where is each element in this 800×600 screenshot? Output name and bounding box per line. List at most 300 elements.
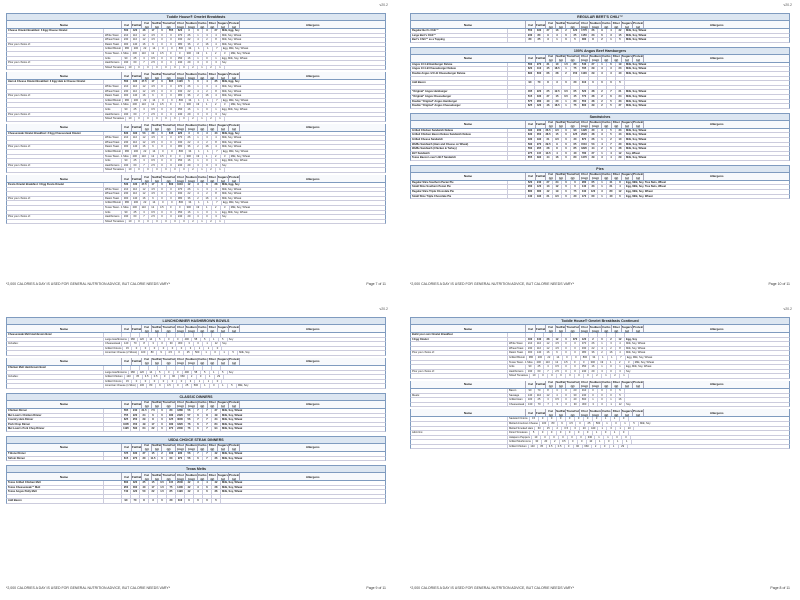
- column-header: Carbs (g): [602, 54, 611, 63]
- table-cell: Build your own Omelet Breakfast: [412, 333, 453, 336]
- table-cell: 35: [133, 375, 142, 379]
- table-cell: Sliced Tomatoes: [105, 168, 124, 172]
- table-cell: 25: [182, 384, 191, 388]
- table-cell: [7, 90, 103, 94]
- table-cell: Milk, Soy, Wheat: [220, 414, 385, 418]
- table-cell: 14: [149, 201, 158, 205]
- version-label: v20.2: [783, 307, 792, 311]
- table-cell: 16: [552, 156, 561, 160]
- table-cell: Grilled Chicken: [105, 375, 123, 379]
- table-cell: [411, 427, 507, 431]
- table-cell: [7, 155, 103, 159]
- column-header: SatFat (g): [152, 472, 162, 481]
- column-header: Allergens: [643, 55, 789, 62]
- table-cell: 2: [606, 347, 615, 351]
- column-header: Fiber (g): [612, 380, 621, 389]
- table-cell: 2: [561, 72, 570, 76]
- table-cell: Regular Slice Triple Chocolate Pie: [412, 190, 454, 194]
- table-cell: 140: [130, 145, 139, 149]
- table-cell: [7, 211, 103, 215]
- table-cell: 5: [211, 499, 220, 503]
- table-cell: 0: [561, 185, 570, 189]
- column-header: Cal: [121, 358, 131, 365]
- table-cell: 60: [534, 370, 543, 374]
- table-cell: Texas Angus Patty Melt: [8, 490, 37, 494]
- table-cell: Milk, Soy, Wheat: [220, 457, 385, 461]
- table-cell: 4: [211, 136, 220, 140]
- table-header: [6, 358, 386, 366]
- table-cell: [7, 188, 103, 192]
- table-cell: 29: [184, 113, 193, 117]
- table-cell: Sliced Tomatoes: [105, 219, 124, 223]
- table-cell: Milk, Soy, Wheat: [624, 100, 789, 104]
- table-cell: 25: [584, 422, 593, 426]
- table-cell: 230: [121, 192, 130, 196]
- page-number: Page 8 of 11: [770, 586, 790, 590]
- table-cell: 9.5: [552, 195, 561, 199]
- table-cell: 180: [166, 414, 175, 418]
- table-cell: 0: [619, 431, 628, 435]
- table-cell: 0: [549, 436, 558, 440]
- table-cell: [184, 495, 193, 499]
- table-row: [410, 104, 790, 109]
- table-cell: 4: [211, 43, 220, 47]
- section-banner: Texas Melts: [6, 465, 386, 473]
- column-header: Cal: [525, 173, 535, 180]
- table-cell: 7: [202, 418, 211, 422]
- table-cell: 3: [202, 29, 211, 33]
- table-cell: 80: [166, 409, 175, 413]
- table-header: [6, 175, 386, 183]
- table-cell: 4: [597, 347, 606, 351]
- table-cell: 330: [175, 90, 184, 94]
- table-cell: 560: [121, 80, 130, 84]
- table-cell: 1100: [579, 72, 588, 76]
- table-cell: 36: [184, 145, 193, 149]
- table-cell: 500: [191, 384, 200, 388]
- table-cell: 330: [175, 38, 184, 42]
- table-cell: 1: [561, 67, 570, 71]
- table-cell: 3: [588, 403, 597, 407]
- table-cell: White Toast: [507, 342, 525, 346]
- table-cell: Plus your choice of:: [8, 94, 31, 98]
- table-cell: Plus your choice of:: [412, 351, 435, 355]
- table-cell: [202, 333, 211, 337]
- table-cell: Egg, Milk, Soy, Wheat: [221, 201, 385, 205]
- table-cell: 3: [193, 61, 202, 65]
- table-cell: 120: [137, 338, 146, 342]
- table-cell: 12: [139, 188, 148, 192]
- table-cell: 330: [525, 138, 534, 142]
- table-cell: 80: [548, 422, 557, 426]
- table-cell: [588, 333, 597, 337]
- table-cell: [7, 85, 103, 89]
- column-header: Sodium (mg): [589, 324, 601, 333]
- table-cell: 3: [552, 81, 561, 85]
- table-cell: [606, 333, 615, 337]
- column-header: FatCal: [536, 56, 546, 61]
- table-cell: 0: [157, 164, 166, 168]
- table-cell: 490: [130, 132, 139, 136]
- table-cell: 0: [570, 351, 579, 355]
- table-cell: 4: [193, 38, 202, 42]
- table-cell: 3: [202, 188, 211, 192]
- table-cell: 29: [139, 418, 148, 422]
- column-header: Sodium (mg): [589, 408, 601, 417]
- table-cell: 7: [193, 409, 202, 413]
- table-cell: [552, 77, 561, 81]
- table-cell: Plus your choice of:: [8, 61, 31, 65]
- table-cell: 0: [565, 417, 574, 421]
- table-header: [6, 473, 386, 481]
- column-header: TransFat (g): [162, 400, 175, 409]
- table-cell: 0: [561, 152, 570, 156]
- table-cell: 60: [130, 164, 139, 168]
- table-cell: 94: [211, 427, 220, 431]
- table-cell: [224, 66, 385, 70]
- table-cell: 85: [570, 147, 579, 151]
- column-header: Allergens: [239, 72, 385, 79]
- table-cell: 34: [589, 356, 598, 360]
- table-cell: Bacon: [507, 389, 525, 393]
- table-cell: 0: [202, 211, 211, 215]
- column-header: Cal: [121, 325, 131, 332]
- table-cell: 2: [157, 452, 166, 456]
- section-banner: CLASSIC DINNERS: [6, 393, 386, 401]
- column-header: Fiber (g): [208, 174, 217, 183]
- table-cell: 190: [534, 195, 543, 199]
- table-cell: Milk, Soy, Wheat: [624, 342, 789, 346]
- table-cell: 37: [543, 29, 552, 33]
- table-cell: 0: [606, 427, 615, 431]
- table-cell: American Cheese (1 Slice): [105, 384, 136, 388]
- table-cell: 240: [175, 61, 184, 65]
- table-header: [6, 444, 386, 452]
- table-cell: 3: [139, 211, 148, 215]
- table-cell: 10: [529, 374, 538, 378]
- table-cell: 1: [194, 99, 203, 103]
- table-cell: 12: [139, 192, 148, 196]
- table-cell: 35: [139, 481, 148, 485]
- table-cell: [166, 333, 175, 337]
- table-cell: 3: [139, 159, 148, 163]
- table-cell: 0: [597, 403, 606, 407]
- table-cell: 57: [184, 414, 193, 418]
- table-cell: 0: [561, 394, 570, 398]
- table-cell: Texas Toast - 1 Slice: [509, 360, 533, 364]
- column-header: Carbs (g): [602, 408, 611, 417]
- column-header: SatFat (g): [556, 324, 566, 333]
- table-cell: 400: [525, 338, 534, 342]
- table-cell: 3 Egg Omelet: [412, 337, 429, 341]
- table-cell: Add-Ons:: [412, 431, 423, 435]
- table-cell: 500: [593, 422, 602, 426]
- table-cell: Grilled Biscuit: [509, 355, 525, 359]
- table-cell: 0: [601, 431, 610, 435]
- table-cell: 10: [615, 138, 624, 142]
- table-cell: 4: [202, 80, 211, 84]
- table-cell: [7, 201, 103, 205]
- table-cell: 2: [211, 155, 220, 159]
- table-cell: 3: [543, 398, 552, 402]
- table-cell: Soy: [220, 113, 385, 117]
- column-header: Allergens: [643, 325, 789, 332]
- table-cell: 4.5: [148, 85, 157, 89]
- table-cell: 3: [597, 72, 606, 76]
- column-header: Sugars (g): [217, 174, 229, 183]
- table-cell: 0: [134, 117, 143, 121]
- table-cell: 950: [121, 486, 130, 490]
- table-cell: 6: [202, 490, 211, 494]
- table-cell: 29: [184, 61, 193, 65]
- table-cell: 0: [561, 195, 570, 199]
- table-cell: [139, 495, 148, 499]
- section-banner: Toddle House® Omelet Breakfasts Continued: [410, 317, 790, 325]
- table-cell: 6: [148, 43, 157, 47]
- table-cell: 1: [610, 431, 619, 435]
- table-cell: [7, 136, 103, 140]
- table-cell: 210: [121, 136, 130, 140]
- table-cell: 0: [170, 168, 179, 172]
- table-cell: 70: [534, 389, 543, 393]
- table-cell: 22: [184, 141, 193, 145]
- table-cell: 310: [579, 81, 588, 85]
- table-cell: 11.5: [148, 457, 157, 461]
- column-header: Cal: [121, 401, 131, 408]
- table-cell: 1010: [175, 183, 184, 187]
- table-cell: [193, 495, 202, 499]
- table-cell: 1: [597, 195, 606, 199]
- table-cell: 30: [166, 342, 175, 346]
- table-cell: 76: [184, 427, 193, 431]
- table-cell: 16: [543, 351, 552, 355]
- table-cell: 300: [175, 342, 184, 346]
- column-header: Allergens: [643, 121, 789, 128]
- column-header: Allergens: [239, 473, 385, 480]
- table-cell: 230: [534, 129, 543, 133]
- table-cell: 14: [149, 47, 158, 51]
- table-cell: 5: [606, 129, 615, 133]
- table-cell: BLT Sandwich: [412, 151, 430, 155]
- table-cell: White Toast: [103, 136, 121, 140]
- table-cell: 270: [130, 457, 139, 461]
- table-cell: 35: [211, 80, 220, 84]
- column-header: Name: [59, 176, 69, 181]
- table-cell: 0: [567, 436, 576, 440]
- table-cell: 0: [606, 365, 615, 369]
- page-7: [0, 0, 392, 296]
- table-cell: 1: [203, 47, 212, 51]
- table-cell: 0: [161, 117, 170, 121]
- table-cell: 40: [570, 398, 579, 402]
- table-cell: 70: [130, 499, 139, 503]
- table-cell: 6: [193, 457, 202, 461]
- table-cell: [157, 495, 166, 499]
- table-cell: 1: [203, 347, 212, 351]
- table-cell: 190: [121, 113, 130, 117]
- table-cell: [7, 192, 103, 196]
- table-cell: 0: [588, 394, 597, 398]
- table-cell: 20: [541, 440, 550, 444]
- table-cell: 29: [615, 156, 624, 160]
- table-cell: [561, 77, 570, 81]
- table-cell: 6: [193, 414, 202, 418]
- table-cell: 7: [606, 90, 615, 94]
- table-cell: 300: [184, 52, 193, 56]
- table-cell: 140: [130, 197, 139, 201]
- table-cell: 0: [157, 418, 166, 422]
- table-cell: 630: [121, 132, 130, 136]
- table-cell: 0: [570, 365, 579, 369]
- table-cell: 65: [570, 90, 579, 94]
- table-cell: 3: [597, 67, 606, 71]
- column-header: Fat (g): [545, 325, 555, 332]
- table-cell: [507, 129, 525, 133]
- table-cell: Sausage: [507, 394, 525, 398]
- table-cell: 0: [175, 155, 184, 159]
- table-cell: [184, 366, 193, 370]
- column-header: Allergens: [239, 358, 385, 365]
- table-cell: 12: [552, 361, 561, 365]
- table-cell: 0: [202, 113, 211, 117]
- table-cell: 5: [155, 338, 164, 342]
- table-cell: 12: [552, 185, 561, 189]
- column-header: Sugars (g): [217, 400, 229, 409]
- table-cell: 49: [211, 414, 220, 418]
- column-header: Cal: [121, 72, 131, 79]
- table-cell: 34: [185, 150, 194, 154]
- table-cell: 110: [139, 206, 148, 210]
- table-cell: 390: [534, 156, 543, 160]
- table-cell: 4: [211, 94, 220, 98]
- table-cell: 380: [122, 99, 131, 103]
- table-cell: 47.5: [139, 80, 148, 84]
- table-cell: 0: [576, 436, 585, 440]
- table-cell: 1880: [175, 409, 184, 413]
- table-cell: 3: [597, 156, 606, 160]
- table-cell: 4: [552, 152, 561, 156]
- table-cell: 4: [552, 394, 561, 398]
- table-header: [6, 401, 386, 409]
- table-cell: 1190: [175, 490, 184, 494]
- table-cell: 75: [570, 67, 579, 71]
- table-cell: 200: [130, 155, 139, 159]
- table-cell: 0: [160, 375, 169, 379]
- table-cell: 1: [203, 380, 212, 384]
- table-cell: 0: [157, 414, 166, 418]
- table-cell: 2.5: [148, 113, 157, 117]
- table-cell: 9: [155, 384, 164, 388]
- table-cell: 800: [176, 47, 185, 51]
- table-cell: 7: [193, 418, 202, 422]
- table-cell: [7, 159, 103, 163]
- table-cell: 4.5: [148, 141, 157, 145]
- table-cell: 3: [185, 380, 194, 384]
- table-cell: [507, 190, 525, 194]
- column-header: Sugars (g): [217, 357, 229, 366]
- column-header: Sugars (g): [621, 408, 633, 417]
- table-cell: 90: [169, 375, 178, 379]
- table-cell: 65: [588, 181, 597, 185]
- column-header: Carbs (g): [198, 324, 207, 333]
- table-cell: 3: [606, 34, 615, 38]
- table-cell: 1: [597, 138, 606, 142]
- table-cell: 6: [148, 197, 157, 201]
- column-header: Protein (g): [229, 400, 240, 409]
- table-cell: 26: [184, 136, 193, 140]
- table-cell: 2: [552, 427, 561, 431]
- table-cell: 120: [588, 190, 597, 194]
- column-header: SatFat (g): [152, 123, 162, 132]
- column-header: Carbs (g): [602, 120, 611, 129]
- table-cell: Milk, Soy, Wheat: [624, 133, 789, 137]
- table-cell: 1: [211, 159, 220, 163]
- table-cell: 0: [597, 389, 606, 393]
- table-cell: [579, 77, 588, 81]
- table-cell: 0: [184, 499, 193, 503]
- table-cell: [7, 168, 103, 172]
- table-cell: 370: [570, 338, 579, 342]
- table-cell: 0: [166, 94, 175, 98]
- table-cell: 150: [570, 72, 579, 76]
- column-header: Sodium (mg): [185, 174, 197, 183]
- column-header: TransFat (g): [566, 172, 579, 181]
- table-cell: 53: [139, 132, 148, 136]
- table-cell: 1: [209, 371, 218, 375]
- table-cell: 12: [184, 183, 193, 187]
- table-cell: [148, 495, 157, 499]
- table-cell: Grilled Chicken: [509, 444, 527, 448]
- table-cell: [628, 417, 789, 421]
- table-cell: 1: [193, 108, 202, 112]
- table-cell: 0: [179, 117, 188, 121]
- table-cell: 1: [597, 342, 606, 346]
- table-cell: 0.5: [148, 108, 157, 112]
- table-cell: 2: [193, 145, 202, 149]
- table-cell: Milk, Soy, Wheat: [220, 43, 385, 47]
- table-cell: 90: [121, 108, 130, 112]
- table-cell: [525, 77, 534, 81]
- column-header: Carbs (g): [198, 357, 207, 366]
- table-cell: Milk, Soy, Wheat: [624, 156, 789, 160]
- column-header: Fiber (g): [612, 172, 621, 181]
- table-cell: 33: [588, 185, 597, 189]
- table-cell: 75: [166, 486, 175, 490]
- column-header: Sugars (g): [217, 324, 229, 333]
- table-cell: 0: [179, 168, 188, 172]
- table-cell: 25: [570, 34, 579, 38]
- table-cell: 2: [211, 52, 220, 56]
- table-cell: 0: [556, 417, 565, 421]
- table-cell: 4: [211, 85, 220, 89]
- table-cell: 90: [525, 365, 534, 369]
- table-cell: 0: [176, 347, 185, 351]
- table-cell: 37: [615, 104, 624, 108]
- table-cell: [543, 77, 552, 81]
- table-cell: 2020: [579, 133, 588, 137]
- table-cell: [411, 342, 507, 346]
- table-cell: [633, 427, 789, 431]
- table-cell: 0: [157, 34, 166, 38]
- table-cell: 0: [179, 66, 188, 70]
- table-cell: Milk, Soy, Wheat: [220, 423, 385, 427]
- table-cell: [624, 333, 789, 337]
- table-cell: 14: [149, 150, 158, 154]
- table-cell: 1: [193, 34, 202, 38]
- table-cell: 8: [211, 90, 220, 94]
- footer-note: *2,000 CALORIES A DAY IS USED FOR GENERAL NUTRITION ADVICE, BUT CALORIE NEEDS VARY*: [6, 282, 171, 286]
- table-cell: 0: [202, 108, 211, 112]
